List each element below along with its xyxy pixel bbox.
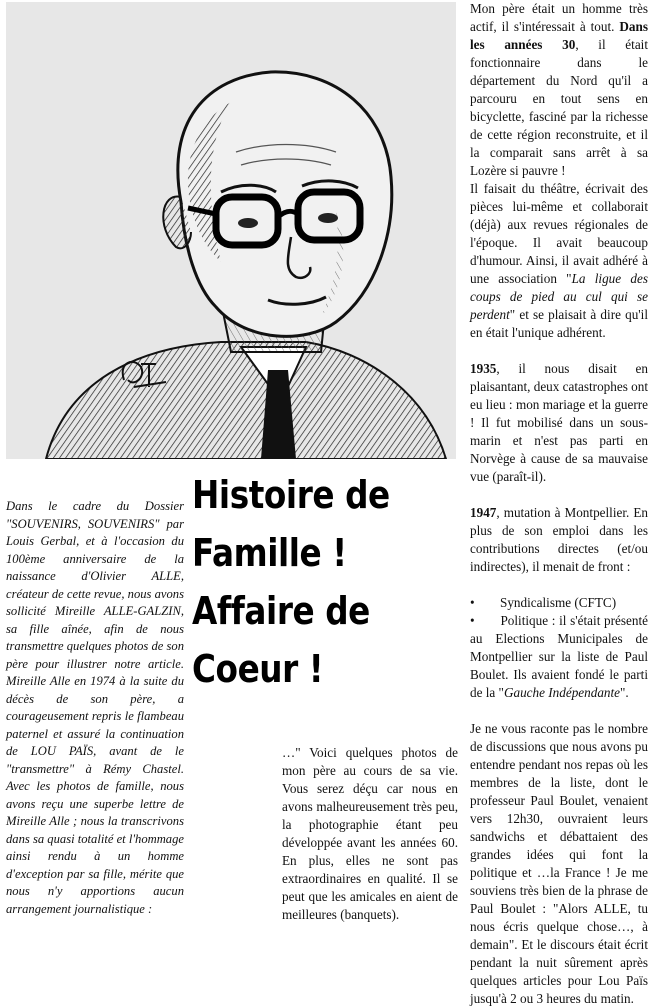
p1-emphasis: Dans les années 30 [470, 19, 648, 52]
p2-text-a: Il faisait du théâtre, écrivait des pièces lui-même et collaborait (déjà) aux revues régionales de l'époque. Il avait beaucoup d'humour. Ainsi, il avait adhéré à une association " [470, 181, 648, 286]
p2-text-c: " et se plaisait à dire qu'il en était l'unique adhérent. [470, 307, 648, 340]
portrait-sketch-icon [6, 2, 456, 459]
p3-text: , il nous disait en plaisantant, deux catastrophes ont eu lieu : mon mariage et la guerre ! Il fut mobilisé dans un sous-marin et n'est pas parti en Norvège à cause de sa mauvaise vue (paraît-il). [470, 361, 648, 484]
headline-line-2: Famille ! [192, 531, 347, 575]
bullet2-text-a: Politique : il s'était présenté au Elections Municipales de Montpellier sur la liste de Paul Boulet. Ils avaient fondé le parti de la " [470, 613, 648, 700]
headline [192, 466, 424, 698]
bullet2-party-name: Gauche Indépendante [503, 685, 621, 700]
article-right-column [470, 0, 648, 1008]
list-item-syndicalisme [470, 594, 648, 612]
intro-text: Dans le cadre du Dossier "SOUVENIRS, SOUVENIRS" par Louis Gerbal, et à l'occasion du 100ème anniversaire de la naissance d'Olivier ALLE, créateur de cette revue, nous avons sollicité Mireille ALLE-GALZIN, sa fille aînée, afin de nous transmettre quelques photos de son père pour illustrer notre article. Mireille Alle en 1974 à la suite du décès de son père, a courageusement repris le flambeau paternel et assuré la continuation de LOU PAÏS, avant de le "transmettre" à Rémy Chastel. Avec les photos de famille, nous avons reçu une superbe lettre de Mireille Alle ; nous la transcrivons dans sa quasi totalité et l'hommage ainsi rendu à un homme d'exception par sa fille, mérite que nous n'y apportions aucun arrangement journalistique : [6, 499, 184, 916]
year-1935: 1935 [470, 361, 497, 376]
headline-line-3: Affaire de [192, 589, 370, 633]
p2-association-name: La ligue des coups de pied au cul qui se perdent [470, 271, 648, 322]
middle-text: …" Voici quelques photos de mon père au cours de sa vie. Vous serez déçu car nous en avons malheureusement très peu, la photographie étant peu développée avant les années 60. En plus, elles ne sont pas extraordinaires en qualité. Il se peut que les amicales en aient de meilleures (banquets). [282, 745, 458, 922]
bullet1-text: Syndicalisme (CFTC) [500, 595, 617, 610]
p1-text-c: , il était fonctionnaire dans le département du Nord qu'il a parcouru en tout sens en bicyclette, fasciné par la richesse de cette région reconstruite, et il la comparait sans arrêt à sa Lozère si pauvre ! [470, 37, 649, 178]
paragraph-thirties [470, 0, 648, 180]
headline-line-4: Coeur ! [192, 647, 324, 691]
p4-text: , mutation à Montpellier. En plus de son emploi dans les contributions directes (et/ou indirectes), il menait de front : [470, 505, 648, 574]
bullet-icon: • [470, 595, 475, 610]
paragraph-theatre [470, 180, 648, 342]
portrait-illustration [6, 2, 456, 459]
bullet-icon: • [470, 613, 475, 628]
list-item-politique [470, 612, 648, 702]
bullet2-text-c: ". [620, 685, 629, 700]
paragraph-1947 [470, 504, 648, 576]
paragraph-discussions: Je ne vous raconte pas le nombre de discussions que nous avons pu entendre pendant nos repas où les membres de la liste, dont le professeur Paul Boulet, venaient vers 12h30, ouvraient leurs sandwichs et débattaient des grandes idées qui font la politique et …la France ! Je me souviens très bien de la phrase de Paul Boulet : "Alors ALLE, tu nous écris quelque chose…, à demain". Et le discours était écrit pendant la nuit sûrement après quelques articles pour Lou Païs jusqu'à 2 ou 3 heures du matin. [470, 721, 648, 1006]
headline-line-1: Histoire de [192, 473, 390, 517]
intro-column [6, 498, 184, 918]
middle-column [282, 744, 458, 924]
paragraph-1935 [470, 360, 648, 486]
p1-text-a: Mon père était un homme très actif, il s'intéressait à tout. [470, 1, 648, 34]
year-1947: 1947 [470, 505, 497, 520]
